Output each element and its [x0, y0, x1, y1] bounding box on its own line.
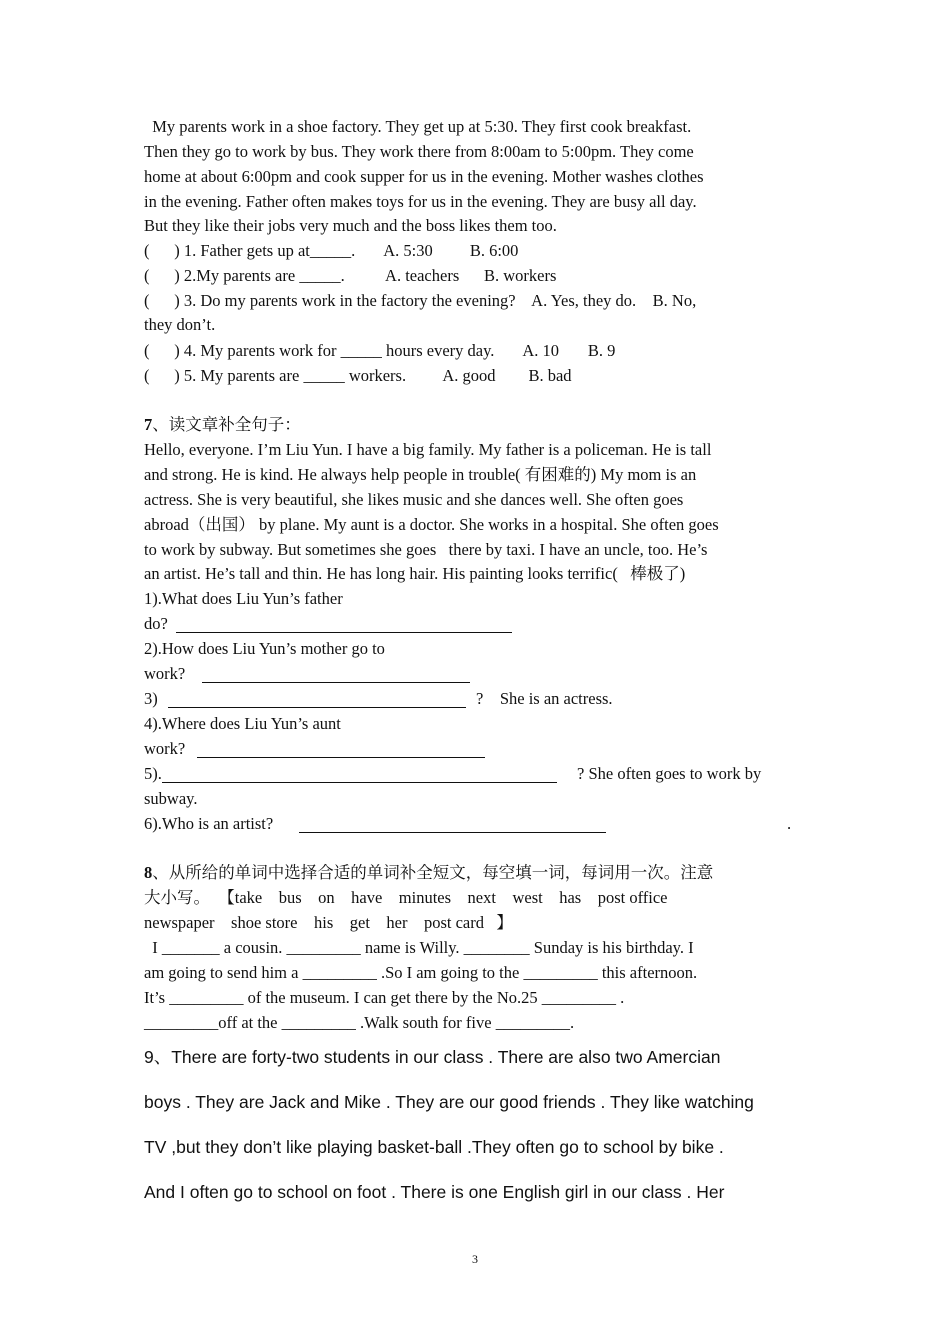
answer-blank-1[interactable]	[176, 632, 512, 633]
passage-line: Hello, everyone. I’m Liu Yun. I have a big family. My father is a policeman. He is tall	[144, 440, 712, 459]
cloze-line: I _______ a cousin. _________ name is Willy. ________ Sunday is his birthday. I	[144, 938, 694, 957]
question-5-cont: ? She often goes to work by	[577, 764, 762, 783]
section-9-line: TV ,but they don’t like playing basket-ball .They often go to school by bike .	[144, 1137, 724, 1157]
question-line: ( ) 2.My parents are _____. A. teachers B. workers	[144, 266, 557, 285]
cloze-line: It’s _________ of the museum. I can get there by the No.25 _________ .	[144, 988, 625, 1007]
answer-blank-6[interactable]	[299, 832, 606, 833]
section-9-line: 9、There are forty-two students in our class . There are also two Amercian	[144, 1047, 721, 1067]
passage-line: home at about 6:00pm and cook supper for us in the evening. Mother washes clothes	[144, 167, 704, 186]
section-title: 、读文章补全句子：	[152, 415, 301, 434]
question-6: 6).Who is an artist?	[144, 814, 274, 833]
passage-line: and strong. He is kind. He always help people in trouble( 有困难的) My mom is an	[144, 465, 697, 484]
passage-line: But they like their jobs very much and the boss likes them too.	[144, 216, 557, 235]
passage-line: Then they go to work by bus. They work there from 8:00am to 5:00pm. They come	[144, 142, 694, 161]
question-5-end: subway.	[144, 789, 198, 808]
section-9-line: And I often go to school on foot . There is one English girl in our class . Her	[144, 1182, 725, 1202]
section-8-heading	[144, 863, 713, 883]
question-2-cont: work?	[144, 664, 186, 683]
question-line: ( ) 4. My parents work for _____ hours every day. A. 10 B. 9	[144, 341, 616, 360]
answer-blank-3[interactable]	[168, 707, 466, 708]
page-number: 3	[472, 1252, 478, 1266]
question-5: 5).	[144, 764, 162, 783]
question-6-end: .	[787, 814, 792, 833]
question-line: ( ) 3. Do my parents work in the factory the evening? A. Yes, they do. B. No,	[144, 291, 697, 310]
question-4: 4).Where does Liu Yun’s aunt	[144, 714, 341, 733]
section-9-line: boys . They are Jack and Mike . They are our good friends . They like watching	[144, 1092, 754, 1112]
question-line: ( ) 5. My parents are _____ workers. A. good B. bad	[144, 366, 572, 385]
question-1-cont: do?	[144, 614, 168, 633]
section-title: 、从所给的单词中选择合适的单词补全短文，每空填一词，每词用一次。注意	[152, 863, 714, 882]
section-7-heading	[144, 415, 301, 435]
passage-line: an artist. He’s tall and thin. He has long hair. His painting looks terrific( 棒极了)	[144, 564, 686, 583]
cloze-line: am going to send him a _________ .So I am going to the _________ this afternoon.	[144, 963, 698, 982]
question-line: they don’t.	[144, 315, 216, 334]
passage-line: in the evening. Father often makes toys for us in the evening. They are busy all day.	[144, 192, 697, 211]
passage-line: abroad（出国） by plane. My aunt is a doctor. She works in a hospital. She often goes	[144, 515, 719, 534]
answer-blank-2[interactable]	[202, 682, 470, 683]
question-3: 3)	[144, 689, 158, 708]
section-number: 8	[144, 863, 153, 882]
answer-blank-4[interactable]	[197, 757, 485, 758]
section-number: 7	[144, 415, 153, 434]
question-2: 2).How does Liu Yun’s mother go to	[144, 639, 385, 658]
question-4-cont: work?	[144, 739, 186, 758]
word-bank-line: 大小写。 【take bus on have minutes next west has post office	[144, 888, 668, 907]
word-bank-line: newspaper shoe store his get her post card 】	[144, 913, 513, 932]
question-3-cont: ? She is an actress.	[476, 689, 613, 708]
passage-line: My parents work in a shoe factory. They get up at 5:30. They first cook breakfast.	[144, 117, 692, 136]
question-1: 1).What does Liu Yun’s father	[144, 589, 343, 608]
passage-line: actress. She is very beautiful, she likes music and she dances well. She often goes	[144, 490, 684, 509]
passage-line: to work by subway. But sometimes she goes there by taxi. I have an uncle, too. He’s	[144, 540, 708, 559]
answer-blank-5[interactable]	[162, 782, 557, 783]
cloze-line: _________off at the _________ .Walk south for five _________.	[144, 1013, 575, 1032]
question-line: ( ) 1. Father gets up at_____. A. 5:30 B. 6:00	[144, 241, 519, 260]
